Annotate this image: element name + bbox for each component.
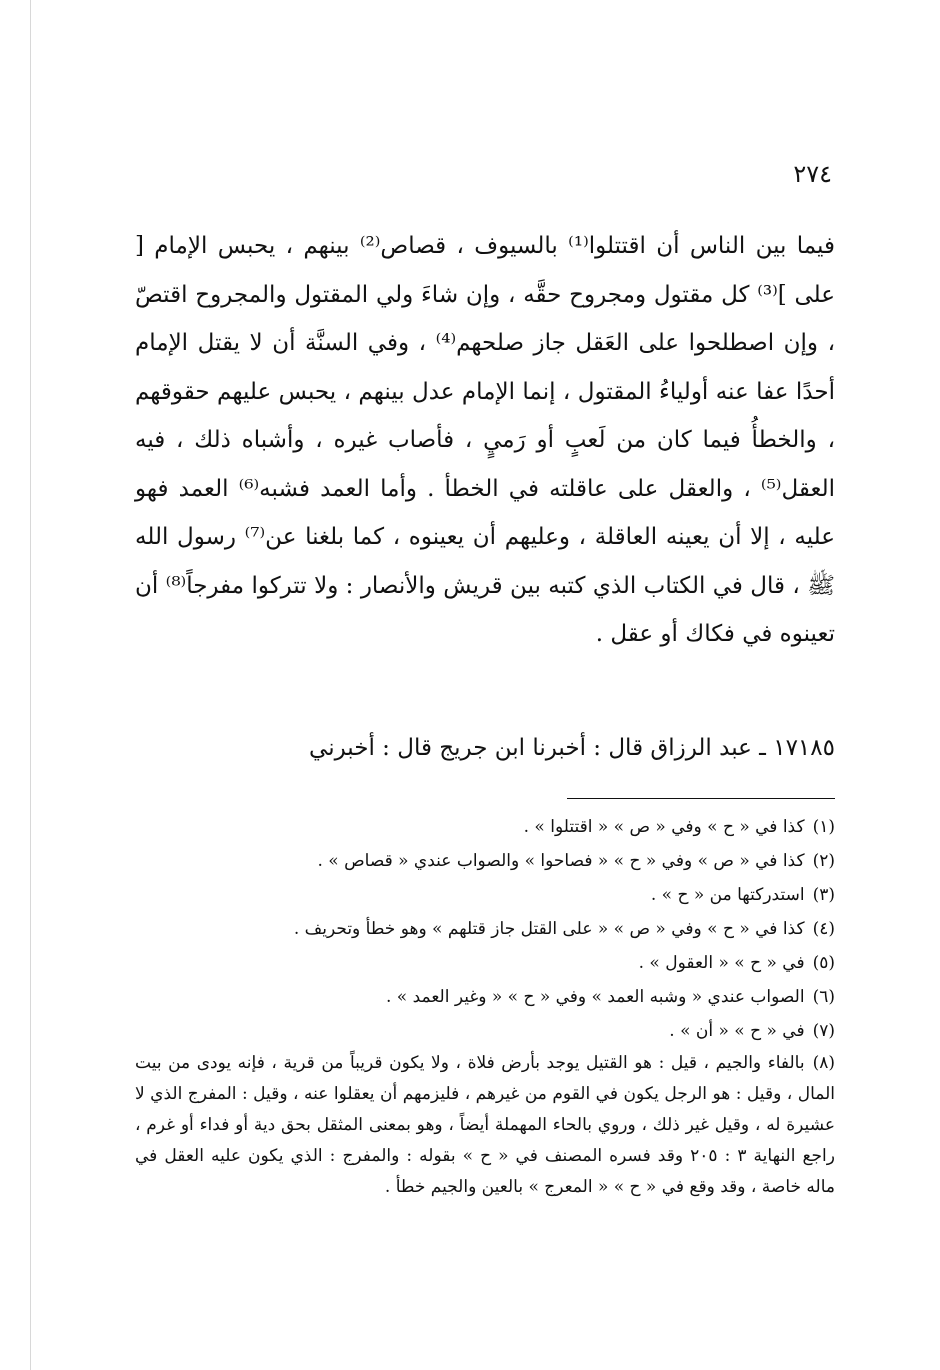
- footnote-number: (٣): [812, 885, 835, 905]
- footnote-text: في « ح » « أن » .: [669, 1021, 805, 1041]
- footnote-3: [135, 878, 835, 912]
- main-body-text: فيما بين الناس أن اقتتلوا⁽¹⁾ بالسيوف ، قصاص⁽²⁾ بينهم ، يحبس الإمام [ على ]⁽³⁾ كل مقتول ومجروح حقَّه ، وإن شاءَ ولي المقتول والمجروح اقتصّ ، وإن اصطلحوا على العَقل جاز صلحهم⁽⁴⁾ ، وفي السنَّة أن لا يقتل الإمام أحدًا عفا عنه أولياءُ المقتول ، إنما الإمام عدل بينهم ، يحبس عليهم حقوقهم ، والخطأُ فيما كان من لَعبٍ أو رَميٍ ، فأصاب غيره ، وأشباه ذلك ، فيه العقل⁽⁵⁾ ، والعقل على عاقلته في الخطأ . وأما العمد فشبه⁽⁶⁾ العمد فهو عليه ، إلا أن يعينه العاقلة ، وعليهم أن يعينوه ، كما بلغنا عن⁽⁷⁾ رسول الله ﷺ ، قال في الكتاب الذي كتبه بين قريش والأنصار : ولا تتركوا مفرجاً⁽⁸⁾ أن تعينوه في فكاك أو عقل .: [135, 233, 835, 647]
- hadith-chain-line: ١٧١٨٥ ـ عبد الرزاق قال : أخبرنا ابن جريج قال : أخبرني: [309, 735, 835, 761]
- scan-edge-line: [30, 0, 31, 1370]
- footnote-2: [135, 844, 835, 878]
- footnote-number: (٨): [812, 1053, 835, 1073]
- footnote-number: (١): [812, 817, 835, 837]
- footnote-text: بالفاء والجيم ، قيل : هو القتيل يوجد بأرض فلاة ، ولا يكون قريباً من قرية ، فإنه يودى من بيت المال ، وقيل : هو الرجل يكون في القوم من غيرهم ، فليزمهم أن يعقلوا عنه ، وقيل : المفرج الذي لا عشيرة له ، وقيل غير ذلك ، وروي بالحاء المهملة أيضاً ، وهو بمعنى المثقل بحق دية أو فداء أو غرم ، راجع النهاية ٣ : ٢٠٥ وقد فسره المصنف في « ح » بقوله : والمفرج : الذي يكون عليه العقل في ماله خاصة ، وقد وقع في « ح » « المعرج » بالعين والجيم خطأ .: [135, 1053, 835, 1197]
- footnote-number: (٤): [812, 919, 835, 939]
- footnote-text: كذا في « ح » وفي « ص » « على القتل جاز قتلهم » وهو خطأ وتحريف .: [293, 919, 805, 939]
- footnote-separator: [567, 798, 835, 799]
- footnote-5: [135, 946, 835, 980]
- footnotes: [135, 810, 835, 1203]
- footnote-6: [135, 980, 835, 1014]
- footnote-text: في « ح » « العقول » .: [638, 953, 805, 973]
- page-number: ٢٧٤: [793, 160, 832, 188]
- footnote-text: كذا في « ح » وفي « ص » « اقتتلوا » .: [523, 817, 805, 837]
- footnote-4: [135, 912, 835, 946]
- footnote-number: (٧): [812, 1021, 835, 1041]
- footnote-number: (٥): [812, 953, 835, 973]
- footnote-1: [135, 810, 835, 844]
- footnote-number: (٢): [812, 851, 835, 871]
- footnote-number: (٦): [812, 987, 835, 1007]
- footnote-text: كذا في « ص » وفي « ح » « فصاحوا » والصواب عندي « قصاص » .: [317, 851, 805, 871]
- footnote-8: [135, 1048, 835, 1203]
- footnote-text: استدركتها من « ح » .: [650, 885, 805, 905]
- footnote-text: الصواب عندي « وشبه العمد » وفي « ح » « وغير العمد » .: [385, 987, 805, 1007]
- footnote-7: [135, 1014, 835, 1048]
